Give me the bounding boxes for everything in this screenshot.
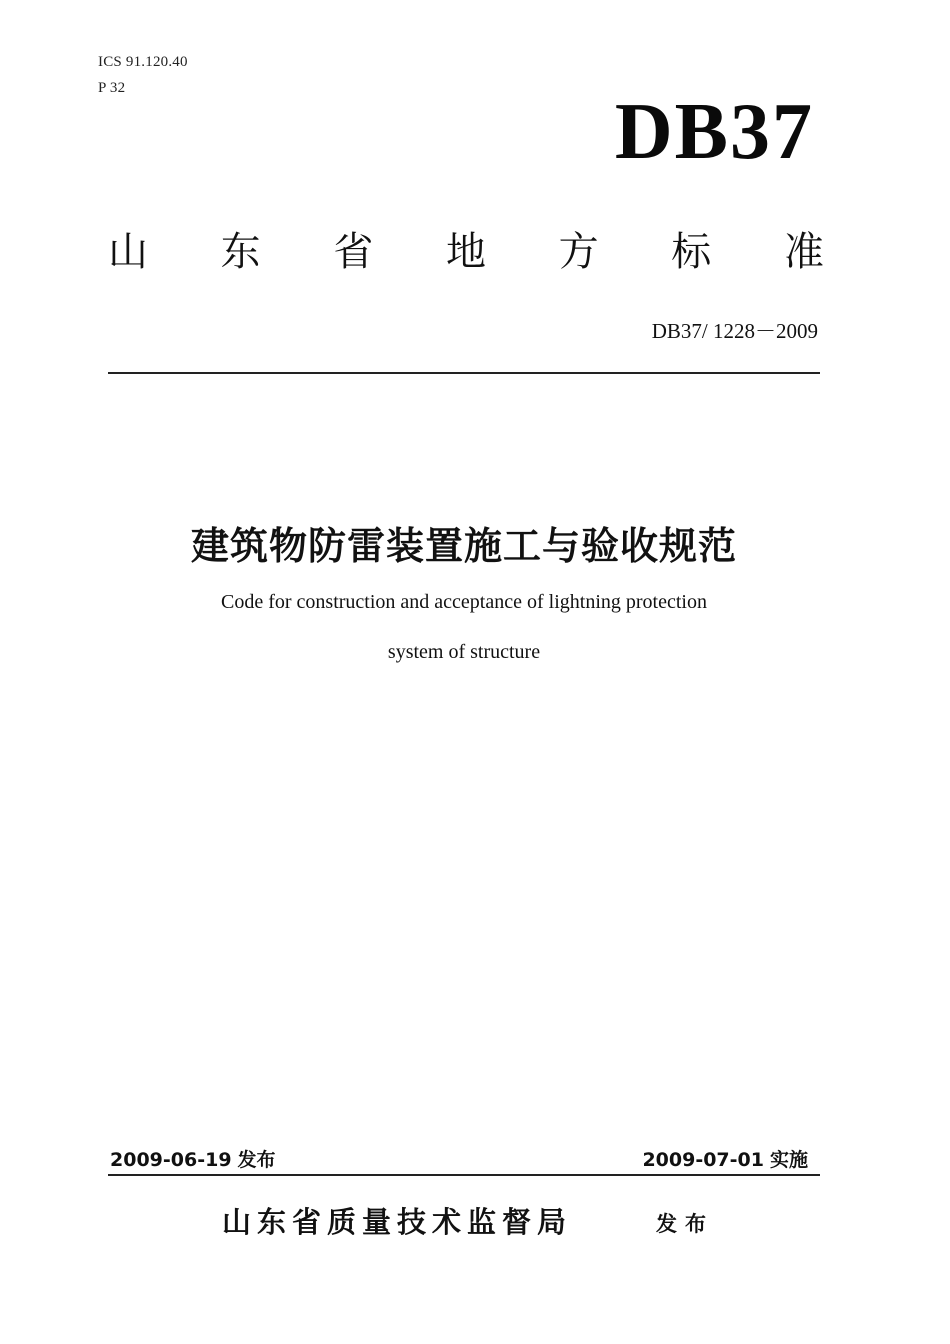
issue-date-block — [110, 1145, 276, 1172]
bottom-divider — [108, 1174, 820, 1176]
standard-number: DB37/ 1228－2009 — [651, 319, 818, 343]
title-english-line-2: system of structure — [387, 641, 541, 663]
ics-code: ICS 91.120.40 — [98, 54, 188, 70]
implementation-date-block — [642, 1145, 808, 1172]
standard-logo: DB37 — [614, 88, 814, 176]
implementation-date: 2009-07-01 — [642, 1149, 764, 1171]
issue-label: 发布 — [237, 1149, 276, 1171]
ccs-code: P 32 — [98, 80, 126, 96]
standard-type-char: 标 — [671, 229, 712, 275]
issuer-action: 发布 — [656, 1212, 714, 1236]
standard-type-char: 方 — [558, 229, 599, 275]
issuing-authority: 山东省质量技术监督局 — [222, 1205, 573, 1239]
issue-date: 2009-06-19 — [110, 1149, 232, 1171]
standard-type-char: 省 — [333, 229, 374, 275]
standard-type-char: 东 — [220, 229, 261, 275]
standard-type-heading — [108, 229, 824, 275]
title-chinese: 建筑物防雷装置施工与验收规范 — [190, 524, 737, 568]
standard-type-char: 准 — [783, 229, 824, 275]
title-english-line-1: Code for construction and acceptance of lightning protection — [221, 591, 707, 613]
standard-type-char: 地 — [445, 229, 486, 275]
top-divider — [108, 372, 820, 374]
standard-type-char: 山 — [108, 229, 148, 275]
implementation-label: 实施 — [769, 1149, 808, 1171]
